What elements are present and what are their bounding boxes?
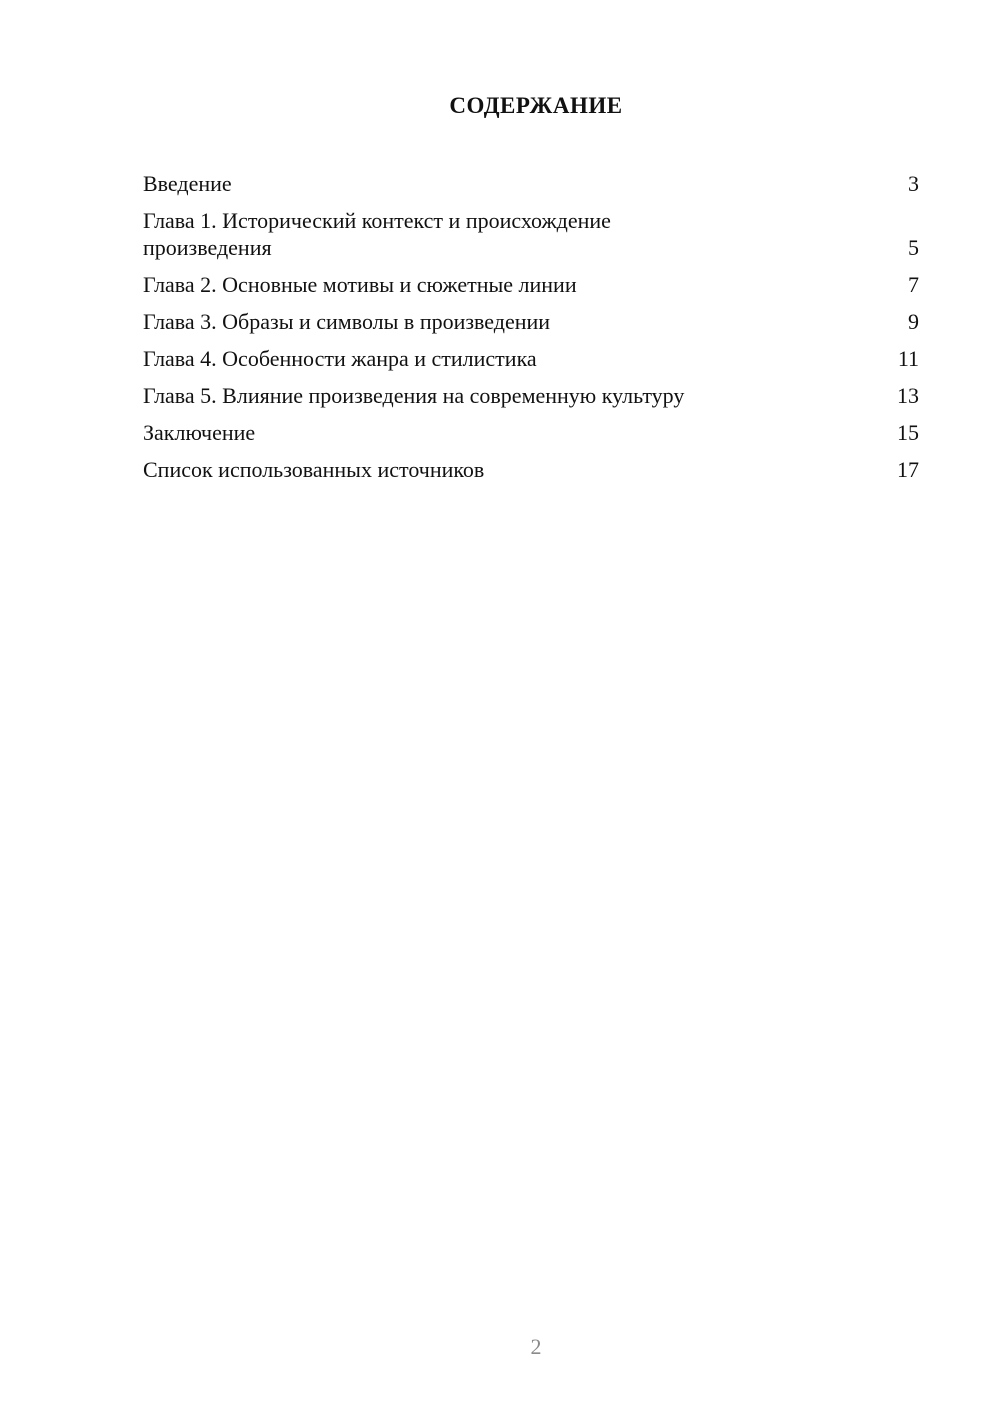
toc-entry-chapter-4[interactable]: [143, 345, 919, 372]
toc-entry-page: 11: [897, 346, 919, 371]
toc-entry-label: Глава 5. Влияние произведения на современную культуру: [143, 383, 685, 408]
toc-entry-page: 15: [897, 420, 919, 445]
toc-entry-label: Список использованных источников: [143, 457, 485, 482]
toc-entry-label: Заключение: [143, 420, 256, 445]
toc-entry-page: 9: [908, 309, 919, 334]
toc-entry-page: 13: [897, 383, 919, 408]
toc-entry-references[interactable]: [143, 456, 919, 483]
toc-entry-label: Введение: [143, 171, 232, 196]
toc-entry-page: 17: [897, 457, 919, 482]
toc-entry-chapter-1[interactable]: [143, 207, 919, 261]
toc-entry-chapter-5[interactable]: [143, 382, 919, 409]
toc-entry-label: Глава 1. Исторический контекст и происхождение произведения: [143, 208, 611, 260]
toc-entry-page: 7: [908, 272, 919, 297]
toc-entry-label: Глава 4. Особенности жанра и стилистика: [143, 346, 537, 371]
page-title: СОДЕРЖАНИЕ: [449, 93, 623, 118]
toc-entry-page: 5: [908, 235, 919, 260]
toc-entry-chapter-3[interactable]: [143, 308, 919, 335]
toc-entry-introduction[interactable]: [143, 170, 919, 197]
toc-entry-page: 3: [908, 171, 919, 196]
toc-entry-label: Глава 3. Образы и символы в произведении: [143, 309, 551, 334]
toc-entry-conclusion[interactable]: [143, 419, 919, 446]
table-of-contents: [143, 170, 919, 493]
toc-entry-label: Глава 2. Основные мотивы и сюжетные линии: [143, 272, 577, 297]
toc-entry-chapter-2[interactable]: [143, 271, 919, 298]
page-number: 2: [530, 1334, 542, 1359]
